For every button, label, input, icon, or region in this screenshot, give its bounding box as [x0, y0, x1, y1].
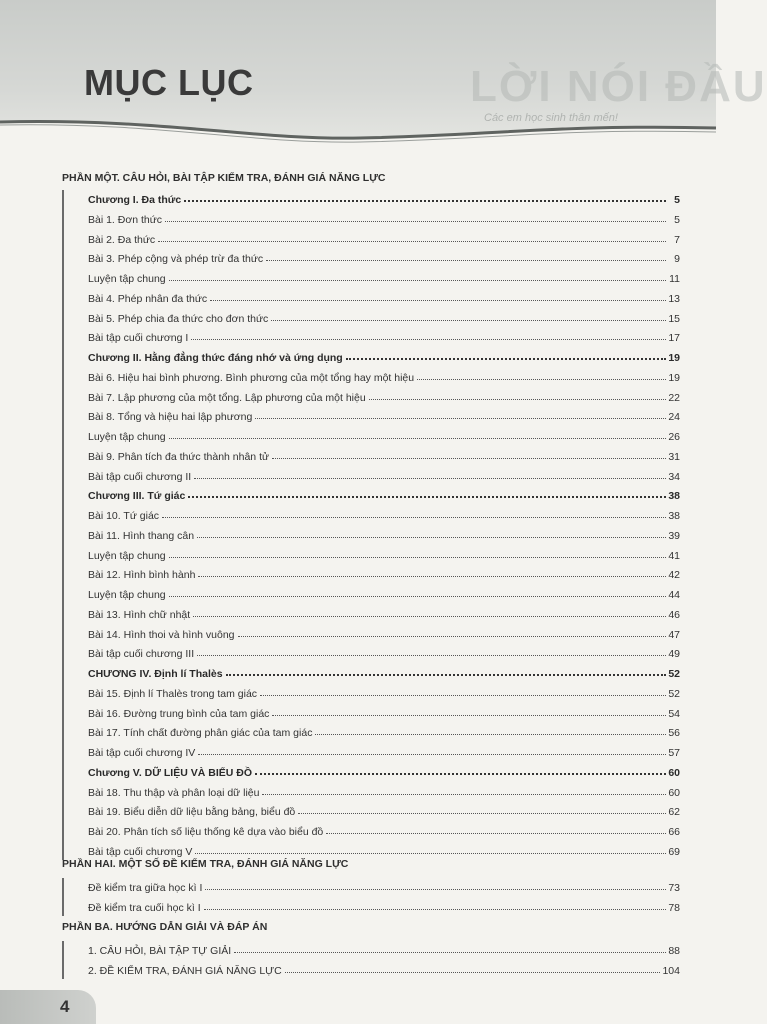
toc-chapter-row[interactable] — [88, 484, 680, 502]
dot-leader — [255, 773, 666, 775]
toc-entry-row[interactable] — [88, 583, 680, 601]
toc-entry-label: CHƯƠNG IV. Định lí Thalès — [88, 668, 223, 680]
toc-entry-row[interactable] — [88, 524, 680, 542]
dot-leader — [197, 537, 666, 538]
toc-entry-label: Bài 20. Phân tích số liệu thống kê dựa vào biểu đồ — [88, 826, 324, 838]
toc-entry-row[interactable] — [88, 208, 680, 226]
dot-leader — [262, 794, 666, 795]
toc-entry-label: Bài 2. Đa thức — [88, 233, 156, 246]
toc-entry-page: 42 — [668, 569, 680, 582]
dot-leader — [369, 399, 666, 400]
toc-entry-row[interactable] — [88, 800, 680, 818]
toc-entry-page: 34 — [668, 470, 680, 483]
part-indent-bar — [62, 190, 64, 860]
toc-entry-row[interactable] — [88, 741, 680, 759]
toc-entry-label: Luyện tập chung — [88, 549, 166, 562]
toc-entry-page: 24 — [668, 411, 680, 424]
toc-entry-label: Chương III. Tứ giác — [88, 490, 186, 503]
toc-entry-page: 31 — [668, 450, 680, 463]
toc-chapter-row[interactable] — [88, 761, 680, 779]
toc-entry-page: 19 — [668, 371, 680, 384]
toc-entry-page: 44 — [668, 589, 680, 601]
toc-entry-page: 69 — [668, 845, 680, 858]
dot-leader — [188, 496, 666, 498]
toc-entry-page: 15 — [668, 312, 680, 325]
toc-entry-label: Đề kiểm tra cuối học kì I — [88, 901, 201, 914]
part-title: PHẦN HAI. MỘT SỐ ĐỀ KIỂM TRA, ĐÁNH GIÁ NĂNG LỰC — [62, 858, 349, 870]
part-title: PHẦN BA. HƯỚNG DẪN GIẢI VÀ ĐÁP ÁN — [62, 921, 268, 933]
toc-entry-page: 5 — [674, 213, 680, 226]
toc-entry-row[interactable] — [88, 386, 680, 404]
part-indent-bar — [62, 878, 64, 916]
toc-entry-page: 60 — [668, 786, 680, 799]
toc-entry-label: Bài 11. Hình thang cân — [88, 529, 195, 542]
toc-chapter-row[interactable] — [88, 346, 680, 364]
background-ghost-title: LỜI NÓI ĐẦU — [470, 62, 767, 111]
toc-entry-row[interactable] — [88, 307, 680, 325]
toc-entry-page: 38 — [668, 510, 680, 522]
toc-entry-row[interactable] — [88, 366, 680, 384]
background-ghost-subtitle: Các em học sinh thân mến! — [484, 112, 618, 124]
dot-leader — [226, 674, 666, 676]
dot-leader — [165, 221, 666, 222]
toc-entry-label: Luyện tập chung — [88, 273, 166, 285]
toc-entry-page: 39 — [668, 529, 680, 542]
page-number: 4 — [60, 997, 70, 1016]
toc-entry-row[interactable] — [88, 267, 680, 285]
dot-leader — [271, 320, 666, 321]
toc-entry-page: 13 — [668, 292, 680, 305]
toc-entry-page: 11 — [669, 273, 680, 285]
toc-entry-label: Bài 6. Hiệu hai bình phương. Bình phương của một tổng hay một hiệu — [88, 371, 415, 384]
toc-entry-page: 5 — [674, 194, 680, 206]
dot-leader — [266, 260, 666, 261]
toc-chapter-row[interactable] — [88, 662, 680, 680]
toc-entry-label: Bài 10. Tứ giác — [88, 510, 160, 522]
page-title: MỤC LỤC — [84, 62, 254, 103]
dot-leader — [162, 517, 666, 518]
toc-entry-label: Bài 16. Đường trung bình của tam giác — [88, 707, 270, 720]
toc-entry-page: 52 — [668, 687, 680, 700]
toc-entry-row[interactable] — [88, 603, 680, 621]
toc-entry-page: 7 — [674, 233, 680, 246]
dot-leader — [260, 695, 666, 696]
toc-entry-page: 60 — [668, 766, 680, 779]
toc-entry-page: 78 — [668, 901, 680, 914]
dot-leader — [210, 300, 666, 301]
toc-entry-label: Chương V. DỮ LIỆU VÀ BIỂU ĐỒ — [88, 766, 252, 779]
toc-entry-row[interactable] — [88, 721, 680, 739]
dot-leader — [315, 734, 666, 735]
toc-entry-label: 1. CÂU HỎI, BÀI TẬP TỰ GIẢI — [88, 945, 232, 957]
dot-leader — [169, 557, 666, 558]
dot-leader — [255, 418, 666, 419]
toc-entry-label: Bài 13. Hình chữ nhật — [88, 608, 191, 621]
toc-entry-label: Bài 3. Phép cộng và phép trừ đa thức — [88, 253, 264, 266]
dot-leader — [169, 280, 666, 281]
dot-leader — [193, 616, 666, 617]
toc-entry-page: 104 — [662, 964, 680, 977]
toc-entry-row[interactable] — [88, 228, 680, 246]
toc-entry-row[interactable] — [88, 563, 680, 581]
toc-entry-page: 46 — [668, 608, 680, 621]
toc-entry-label: Luyện tập chung — [88, 431, 166, 443]
dot-leader — [204, 909, 666, 910]
toc-entry-row[interactable] — [88, 544, 680, 562]
toc-entry-page: 38 — [668, 490, 680, 503]
toc-entry-label: Bài tập cuối chương V — [88, 845, 193, 858]
toc-entry-row[interactable] — [88, 682, 680, 700]
toc-entry-row[interactable] — [88, 465, 680, 483]
dot-leader — [234, 952, 666, 953]
toc-entry-label: Chương I. Đa thức — [88, 194, 182, 206]
dot-leader — [194, 478, 666, 479]
toc-entry-label: Bài 4. Phép nhân đa thức — [88, 292, 208, 305]
toc-entry-label: Bài 19. Biểu diễn dữ liệu bằng bảng, biểu đồ — [88, 806, 296, 819]
dot-leader — [169, 596, 666, 597]
toc-entry-page: 52 — [668, 668, 680, 680]
toc-entry-row[interactable] — [88, 287, 680, 305]
toc-entry-page: 19 — [668, 352, 680, 364]
toc-entry-label: Bài 14. Hình thoi và hình vuông — [88, 628, 235, 641]
dot-leader — [158, 241, 666, 242]
toc-entry-row[interactable] — [88, 326, 680, 344]
toc-entry-page: 41 — [668, 549, 680, 562]
dot-leader — [191, 339, 666, 340]
toc-entry-row[interactable] — [88, 781, 680, 799]
dot-leader — [326, 833, 666, 834]
dot-leader — [238, 636, 666, 637]
toc-entry-row[interactable] — [88, 504, 680, 522]
toc-entry-row[interactable] — [88, 445, 680, 463]
toc-entry-label: Bài 8. Tổng và hiệu hai lập phương — [88, 411, 253, 424]
dot-leader — [285, 972, 661, 973]
toc-entry-page: 26 — [668, 431, 680, 443]
toc-entry-label: Bài tập cuối chương IV — [88, 747, 196, 759]
toc-entry-row[interactable] — [88, 623, 680, 641]
dot-leader — [346, 358, 666, 360]
toc-entry-page: 47 — [668, 628, 680, 641]
part-indent-bar — [62, 941, 64, 979]
toc-entry-page: 73 — [668, 882, 680, 894]
toc-entry-label: 2. ĐỀ KIỂM TRA, ĐÁNH GIÁ NĂNG LỰC — [88, 964, 282, 977]
toc-entry-page: 62 — [668, 806, 680, 819]
toc-entry-label: Bài 15. Định lí Thalès trong tam giác — [88, 687, 258, 700]
dot-leader — [195, 853, 666, 854]
dot-leader — [184, 200, 666, 202]
toc-entry-row[interactable] — [88, 939, 680, 957]
toc-entry-row[interactable] — [88, 959, 680, 977]
toc-entry-label: Bài 9. Phân tích đa thức thành nhân tử — [88, 450, 270, 463]
toc-entry-label: Bài tập cuối chương II — [88, 470, 192, 483]
toc-entry-row[interactable] — [88, 425, 680, 443]
part-title: PHẦN MỘT. CÂU HỎI, BÀI TẬP KIỂM TRA, ĐÁNH GIÁ NĂNG LỰC — [62, 172, 386, 184]
toc-entry-row[interactable] — [88, 247, 680, 265]
toc-entry-page: 56 — [668, 727, 680, 740]
dot-leader — [198, 754, 666, 755]
dot-leader — [197, 655, 666, 656]
page-number-tab — [0, 990, 96, 1024]
toc-entry-page: 66 — [668, 826, 680, 838]
toc-entry-label: Bài 17. Tính chất đường phân giác của tam giác — [88, 727, 313, 740]
toc-entry-label: Bài 12. Hình bình hành — [88, 569, 196, 582]
toc-entry-page: 88 — [668, 945, 680, 957]
toc-entry-row[interactable] — [88, 840, 680, 858]
toc-entry-label: Đề kiểm tra giữa học kì I — [88, 882, 203, 894]
toc-entry-row[interactable] — [88, 820, 680, 838]
toc-entry-page: 22 — [668, 391, 680, 404]
dot-leader — [169, 438, 666, 439]
toc-entry-label: Chương II. Hằng đẳng thức đáng nhớ và ứng dụng — [88, 352, 343, 364]
toc-entry-label: Bài tập cuối chương III — [88, 648, 195, 661]
dot-leader — [272, 458, 666, 459]
toc-entry-page: 49 — [668, 648, 680, 661]
toc-entry-label: Bài 1. Đơn thức — [88, 213, 163, 226]
toc-entry-label: Luyện tập chung — [88, 589, 166, 601]
toc-entry-row[interactable] — [88, 876, 680, 894]
toc-entry-label: Bài 18. Thu thập và phân loại dữ liệu — [88, 786, 260, 799]
toc-entry-row[interactable] — [88, 405, 680, 423]
toc-entry-row[interactable] — [88, 702, 680, 720]
dot-leader — [298, 813, 666, 814]
toc-entry-page: 57 — [668, 747, 680, 759]
toc-entry-page: 17 — [668, 332, 680, 345]
toc-entry-page: 54 — [668, 707, 680, 720]
toc-entry-label: Bài tập cuối chương I — [88, 332, 189, 345]
toc-entry-row[interactable] — [88, 642, 680, 660]
toc-chapter-row[interactable] — [88, 188, 680, 206]
dot-leader — [417, 379, 666, 380]
toc-entry-page: 9 — [674, 253, 680, 266]
dot-leader — [205, 889, 666, 890]
toc-entry-label: Bài 7. Lập phương của một tổng. Lập phương của một hiệu — [88, 391, 366, 404]
toc-entry-row[interactable] — [88, 896, 680, 914]
toc-entry-label: Bài 5. Phép chia đa thức cho đơn thức — [88, 312, 269, 325]
dot-leader — [198, 576, 666, 577]
dot-leader — [272, 715, 666, 716]
